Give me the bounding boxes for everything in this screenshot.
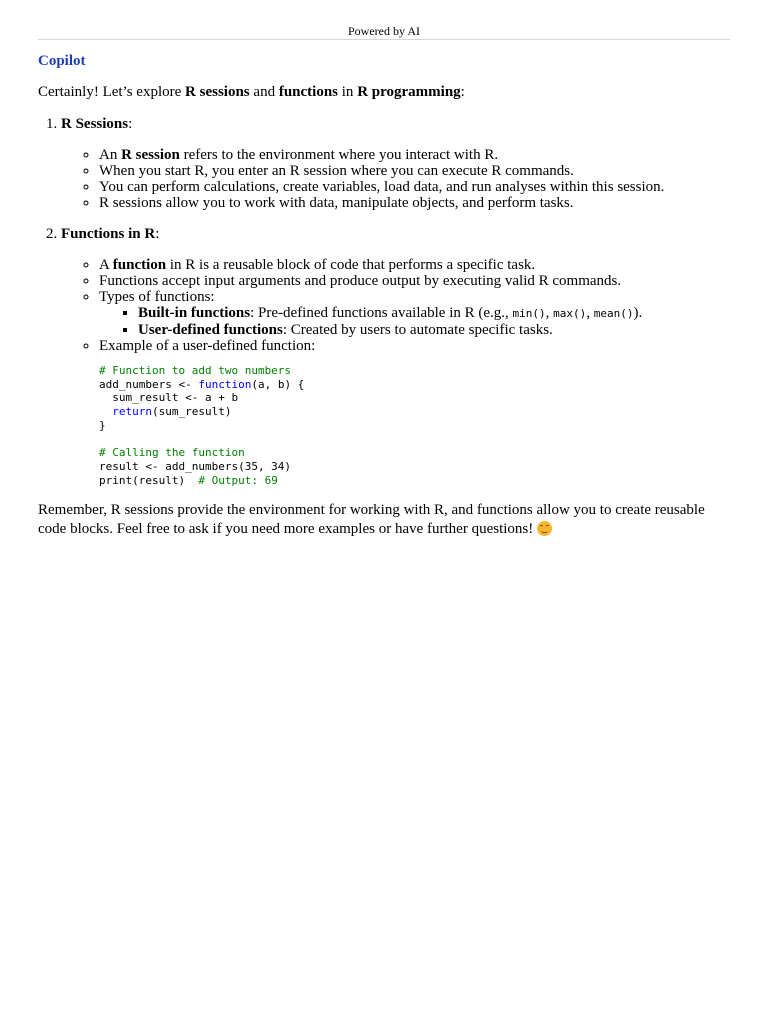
message-body — [38, 84, 730, 539]
list-item: ◦ A function in R is a reusable block of code that performs a specific task. — [99, 257, 730, 273]
list-item: ◦ You can perform calculations, create variables, load data, and run analyses within this session. — [99, 179, 730, 195]
inline-code: mean() — [593, 307, 634, 320]
list-item: ◦ Example of a user-defined function: # Function to add two numbers add_numbers <- function(a, b) { sum_result <- a + b return(sum_result) } # Calling the function result <- add_numbers(35, 34) print(result) # Output: 69 — [99, 338, 730, 487]
section-title: Functions in R — [61, 226, 156, 242]
closing-paragraph: Remember, R sessions provide the environment for working with R, and functions allow you to create reusable code blocks. Feel free to ask if you need more examples or have further questions! — [38, 502, 705, 538]
speaker-label: Copilot — [38, 53, 86, 69]
code-block: # Function to add two numbers add_numbers <- function(a, b) { sum_result <- a + b return(sum_result) } # Calling the function result <- add_numbers(35, 34) print(result) # Output: 69 — [99, 364, 305, 487]
numbered-list — [38, 116, 730, 487]
functions-bullets — [61, 257, 730, 487]
list-item: ◦ Types of functions: ▪ Built-in functions: Pre-defined functions available in R (e.g., min(), max(), mean()). ▪ User-defined functions: Created by users to automate specific tasks. — [99, 289, 730, 338]
list-item: ◦ When you start R, you enter an R session where you can execute R commands. — [99, 163, 730, 179]
intro-paragraph: Certainly! Let’s explore R sessions and functions in R programming: — [38, 84, 465, 100]
inline-code: min() — [512, 307, 546, 320]
list-item-functions: 2. Functions in R: ◦ A function in R is a reusable block of code that performs a specific task. ◦ Functions accept input arguments and produce output by executing valid R commands. ◦ Types of functions: ▪ Built-in functions: Pre-defined functions available in R (e.g., min(), max(), mean()). ▪ User-defined functions: Created by users to automate specific tasks. ◦ Example of a user-defined function: # Function to add two numbers add_numbers <- function(a, b) { sum_result <- a + b return(sum_result) } # Calling the function result <- add_numbers(35, 34) print(result) # Output: 69 — [61, 226, 730, 487]
smiling-face-icon — [537, 521, 552, 536]
inline-code: max() — [553, 307, 587, 320]
powered-by-header: Powered by AI — [38, 24, 730, 40]
section-title: R Sessions — [61, 116, 129, 132]
r-sessions-bullets — [61, 147, 730, 211]
list-item-builtin: ▪ Built-in functions: Pre-defined functions available in R (e.g., min(), max(), mean()). — [138, 305, 730, 322]
list-item: ◦ R sessions allow you to work with data, manipulate objects, and perform tasks. — [99, 195, 730, 211]
list-item: ◦ Functions accept input arguments and produce output by executing valid R commands. — [99, 273, 730, 289]
list-item-r-sessions: 1. R Sessions: ◦ An R session refers to the environment where you interact with R. ◦ When you start R, you enter an R session where you can execute R commands. ◦ You can perform calculations, create variables, load data, and run analyses within this session. ◦ R sessions allow you to work with data, manipulate objects, and perform tasks. — [61, 116, 730, 211]
list-item: ◦ An R session refers to the environment where you interact with R. — [99, 147, 730, 163]
list-item-user-defined: ▪ User-defined functions: Created by users to automate specific tasks. — [138, 322, 730, 338]
function-types-list — [99, 305, 730, 338]
